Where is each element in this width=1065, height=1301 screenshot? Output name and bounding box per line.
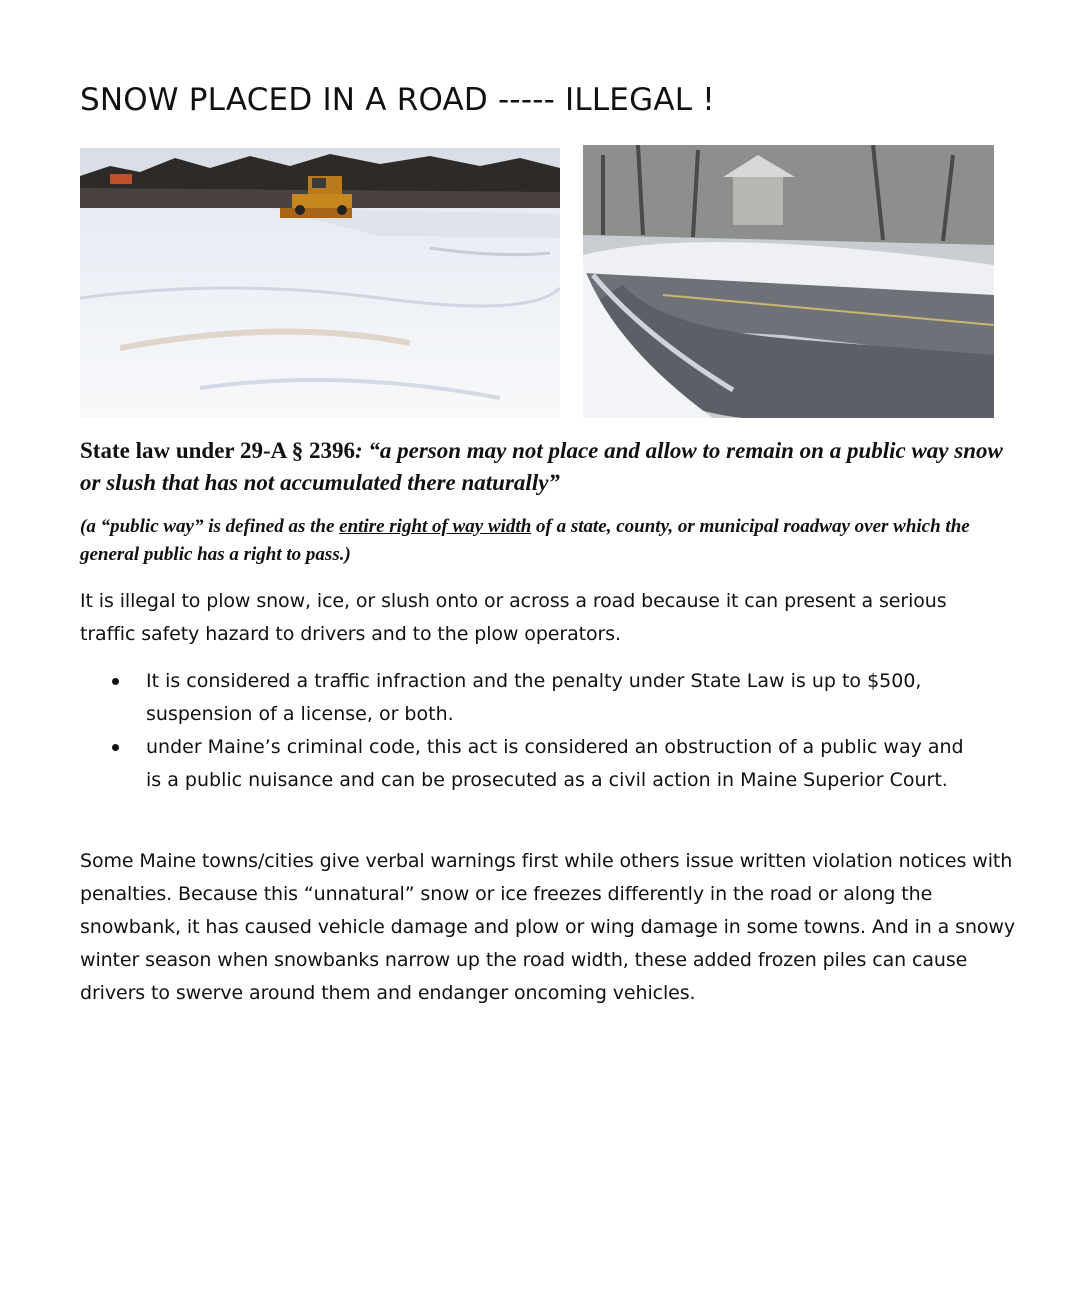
- closing-paragraph: Some Maine towns/cities give verbal warnings first while others issue written violation notices with penalties. Because this “unnatural” snow or ice freezes differently in the road or along the snowbank, it has caused vehicle damage and plow or wing damage in some towns. And in a snowy winter season when snowbanks narrow up the road width, these added frozen piles can cause drivers to swerve around them and endanger oncoming vehicles.: [80, 850, 1015, 1004]
- snowplow-photo: [80, 148, 560, 418]
- definition-after: of a state, county, or municipal roadway over which the general public has a right to pass.): [80, 516, 970, 565]
- law-quote: “a person may not place and allow to remain on a public way snow or slush that has not accumulated there naturally”: [80, 438, 1003, 495]
- snowbank-illustration: [583, 145, 994, 418]
- definition-underlined: entire right of way width: [339, 516, 532, 537]
- penalty-list: [80, 665, 980, 797]
- state-law-statement: [80, 435, 1020, 499]
- bullet-text: It is considered a traffic infraction and the penalty under State Law is up to $500, suspension of a license, or both.: [146, 670, 922, 725]
- list-item: [80, 665, 980, 731]
- intro-paragraph: It is illegal to plow snow, ice, or slush onto or across a road because it can present a serious traffic safety hazard to drivers and to the plow operators.: [80, 590, 947, 645]
- bullet-icon: [112, 744, 119, 751]
- list-item: [80, 731, 980, 797]
- snowbank-road-photo: [583, 145, 994, 418]
- bullet-text: under Maine’s criminal code, this act is considered an obstruction of a public way and is a public nuisance and can be prosecuted as a civil action in Maine Superior Court.: [146, 736, 964, 791]
- public-way-definition: [80, 513, 1020, 569]
- law-reference: State law under 29-A § 2396: [80, 438, 355, 463]
- definition-before: (a “public way” is defined as the: [80, 516, 340, 537]
- law-colon: :: [354, 438, 363, 463]
- snowplow-illustration: [80, 148, 560, 418]
- bullet-icon: [112, 678, 119, 685]
- page-title: SNOW PLACED IN A ROAD ----- ILLEGAL !: [80, 82, 715, 118]
